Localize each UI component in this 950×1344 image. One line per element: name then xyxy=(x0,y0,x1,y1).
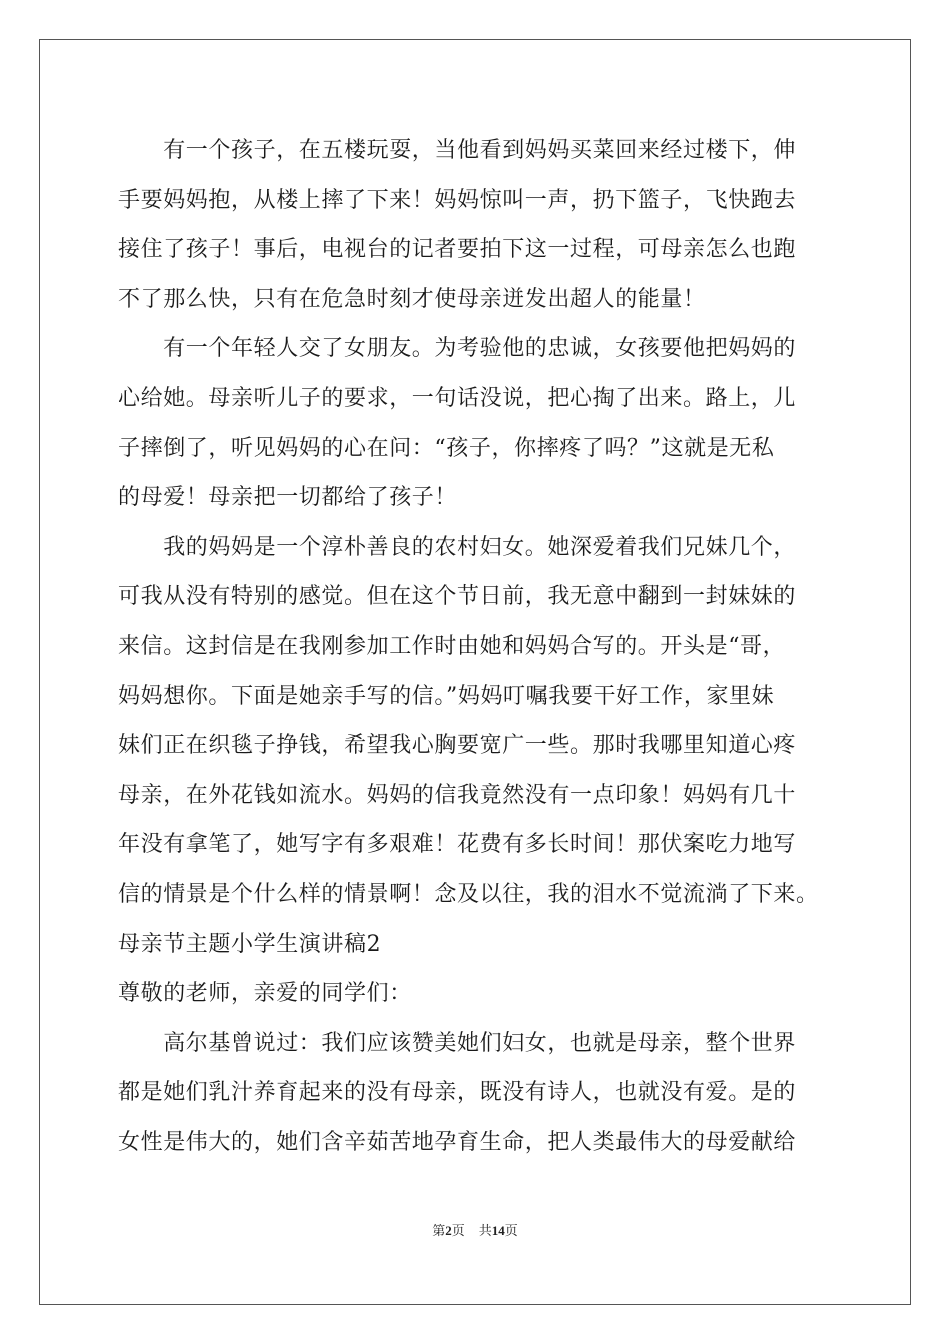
text-line: 高尔基曾说过：我们应该赞美她们妇女，也就是母亲，整个世界 xyxy=(118,1030,797,1056)
text-line: 妹们正在织毯子挣钱，希望我心胸要宽广一些。那时我哪里知道心疼 xyxy=(118,733,797,759)
text-line: 我的妈妈是一个淳朴善良的农村妇女。她深爱着我们兄妹几个， xyxy=(118,534,797,560)
page-prefix: 第 xyxy=(432,1223,446,1238)
total-pages: 14 xyxy=(491,1223,505,1238)
total-suffix: 页 xyxy=(504,1223,518,1238)
document-body xyxy=(118,126,838,1167)
total-prefix: 共 xyxy=(478,1223,492,1238)
text-line: 可我从没有特别的感觉。但在这个节日前，我无意中翻到一封妹妹的 xyxy=(118,584,797,610)
text-line: 不了那么快，只有在危急时刻才使母亲迸发出超人的能量！ xyxy=(118,286,706,312)
text-line: 接住了孩子！事后，电视台的记者要拍下这一过程，可母亲怎么也跑 xyxy=(118,237,797,263)
text-line: 母亲，在外花钱如流水。妈妈的信我竟然没有一点印象！妈妈有几十 xyxy=(118,782,797,808)
text-line: 的母爱！母亲把一切都给了孩子！ xyxy=(118,485,458,511)
page-footer xyxy=(0,1220,950,1239)
text-line: 年没有拿笔了，她写字有多艰难！花费有多长时间！那伏案吃力地写 xyxy=(118,832,797,858)
page-number: 2 xyxy=(445,1223,452,1238)
text-line: 有一个孩子，在五楼玩耍，当他看到妈妈买菜回来经过楼下，伸 xyxy=(118,138,797,163)
text-line: 手要妈妈抱，从楼上摔了下来！妈妈惊叫一声，扔下篮子，飞快跑去 xyxy=(118,187,797,213)
text-line: 妈妈想你。下面是她亲手写的信。”妈妈叮嘱我要干好工作，家里妹 xyxy=(118,683,775,709)
section-title: 母亲节主题小学生演讲稿2 xyxy=(118,931,382,957)
salutation: 尊敬的老师，亲爱的同学们： xyxy=(118,981,412,1007)
page-suffix: 页 xyxy=(451,1223,465,1238)
text-line: 女性是伟大的，她们含辛茹苦地孕育生命，把人类最伟大的母爱献给 xyxy=(118,1129,797,1155)
text-line: 都是她们乳汁养育起来的没有母亲，既没有诗人，也就没有爱。是的 xyxy=(118,1080,797,1106)
text-line: 心给她。母亲听儿子的要求，一句话没说，把心掏了出来。路上，儿 xyxy=(118,385,797,411)
text-line: 信的情景是个什么样的情景啊！念及以往，我的泪水不觉流淌了下来。 xyxy=(118,881,819,907)
text-line: 有一个年轻人交了女朋友。为考验他的忠诚，女孩要他把妈妈的 xyxy=(118,336,797,362)
text-line: 子摔倒了，听见妈妈的心在问：“孩子，你摔疼了吗？”这就是无私 xyxy=(118,435,775,461)
text-line: 来信。这封信是在我刚参加工作时由她和妈妈合写的。开头是“哥， xyxy=(118,633,786,659)
